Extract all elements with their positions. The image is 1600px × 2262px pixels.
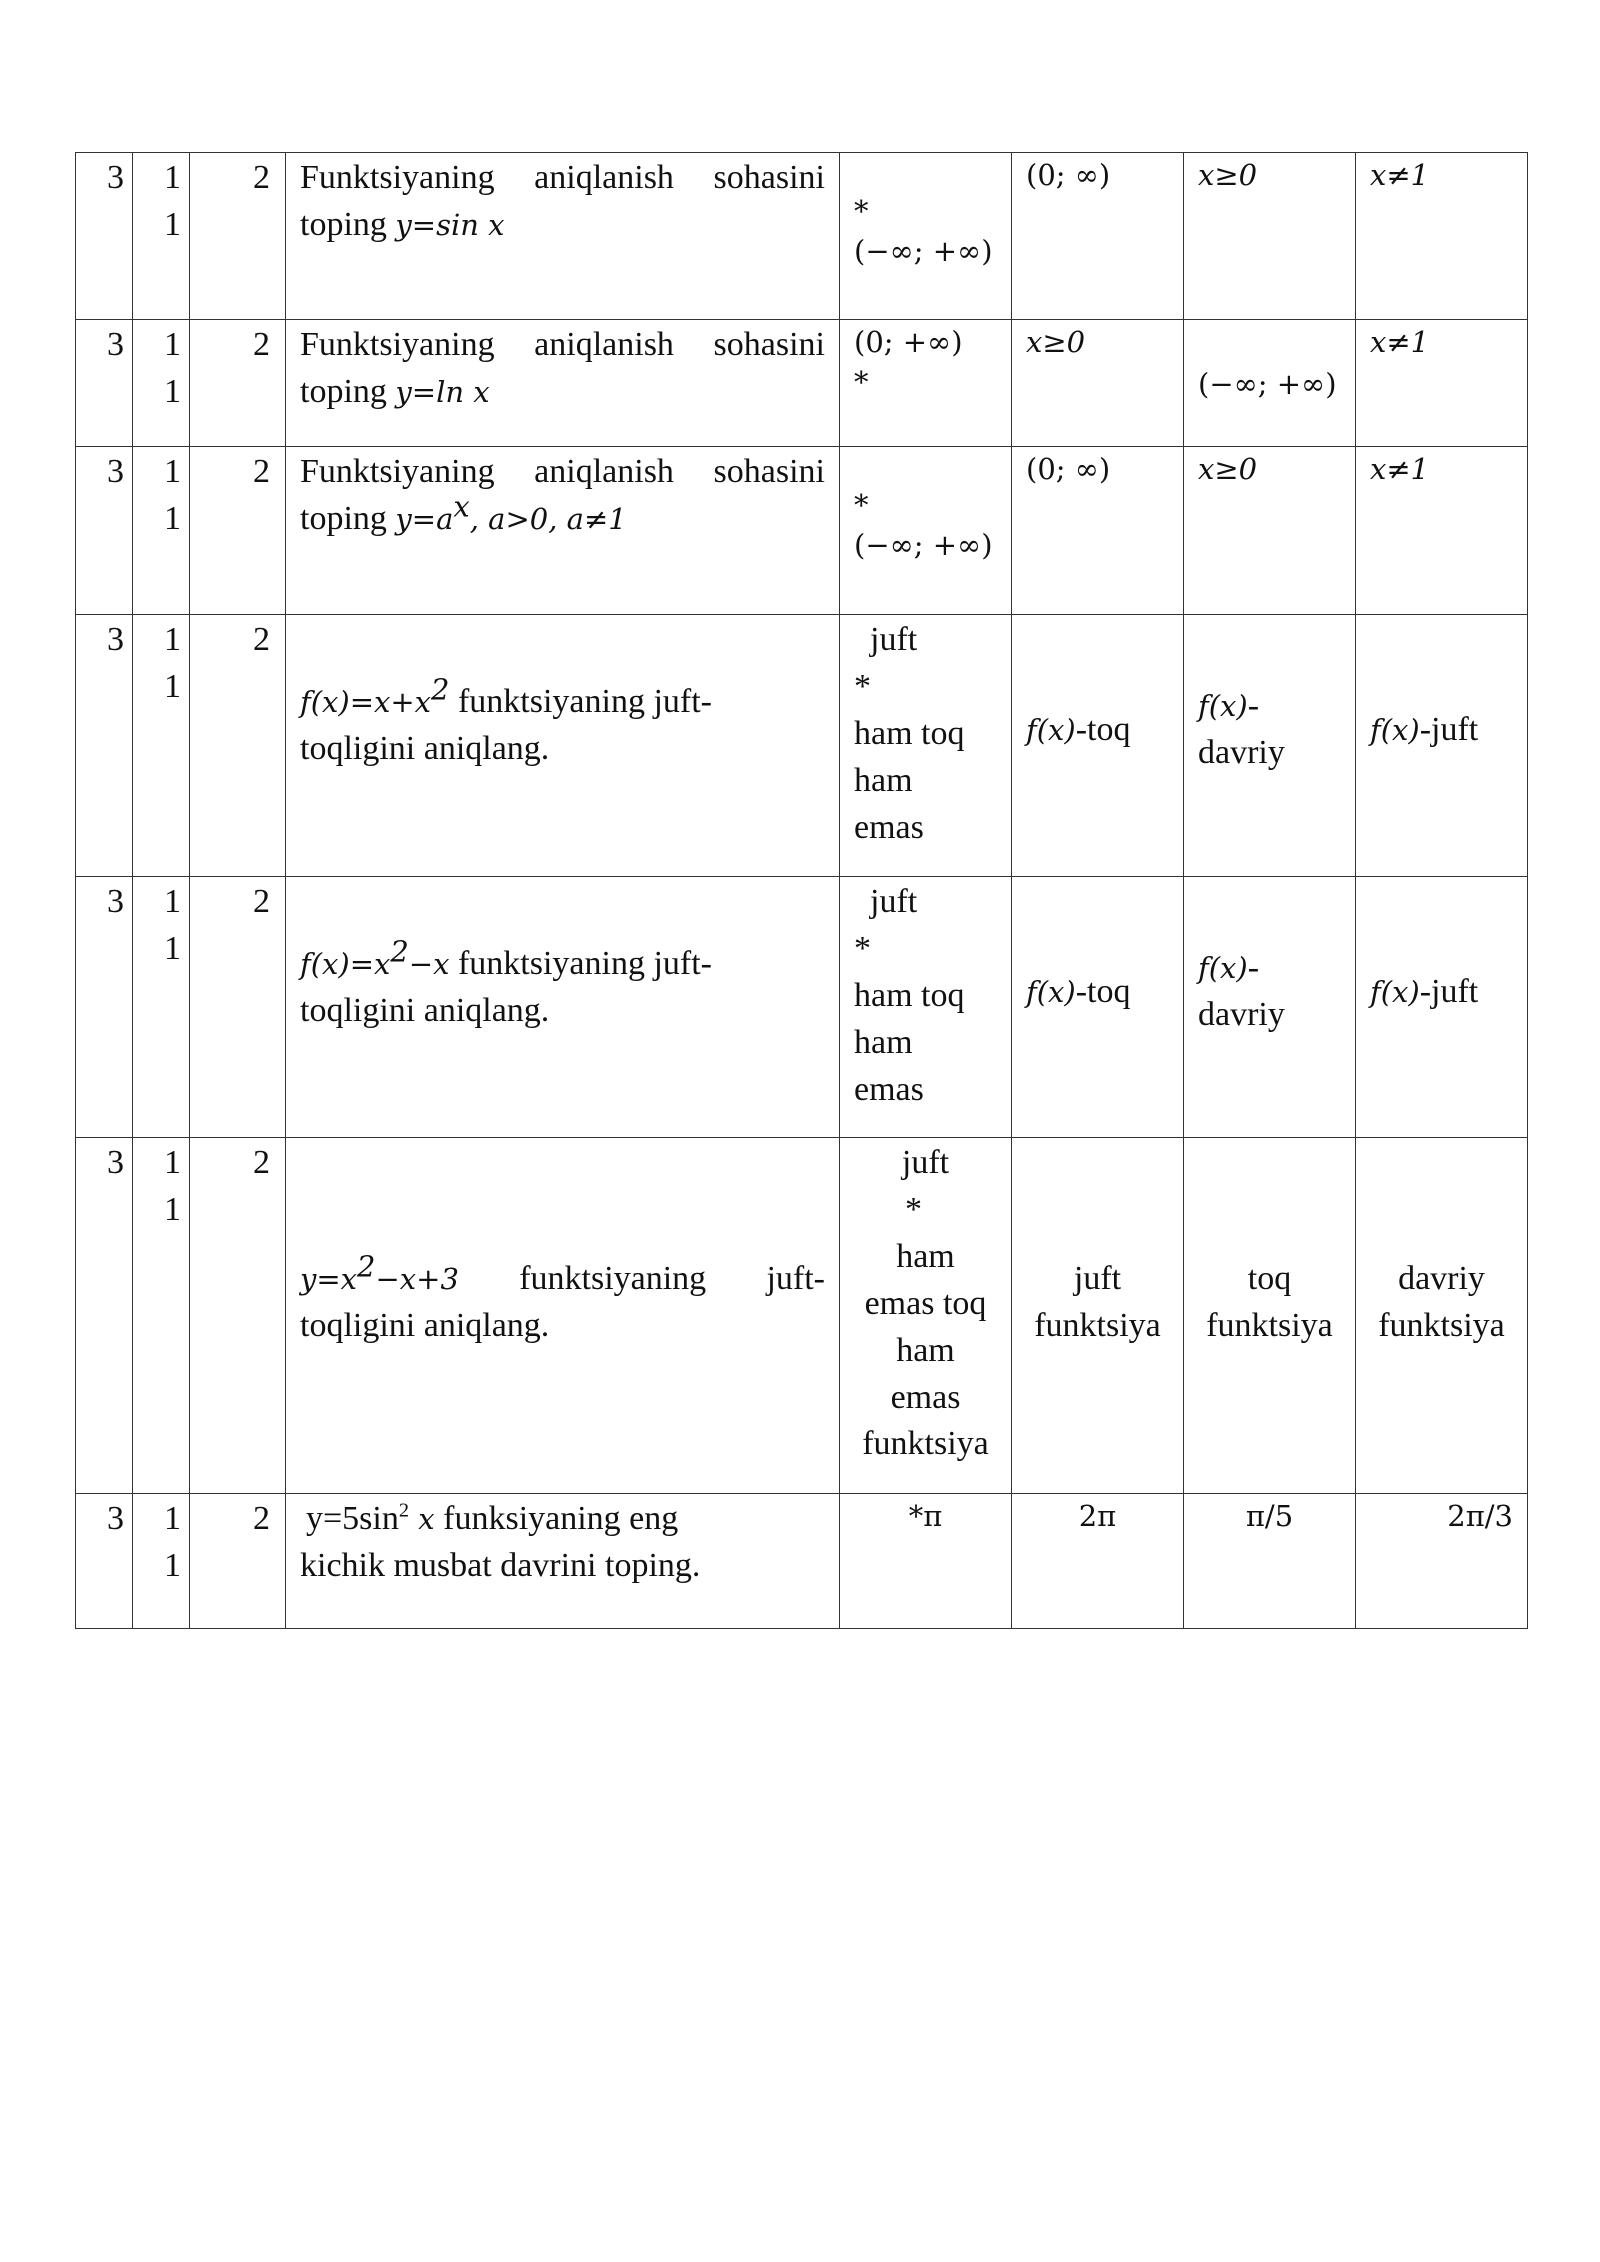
- answer-option-1: juft * ham toq ham emas: [840, 877, 1012, 1138]
- question-cell: $y=5\sin^2$ x funksiyaning eng kichik musbat davrini toping.: [286, 1494, 840, 1629]
- answer-option-3: f(x)- davriy: [1184, 877, 1356, 1138]
- answer-option-1: * (−∞; +∞): [840, 153, 1012, 320]
- col-number-2: 1 1: [133, 153, 190, 320]
- col-number-1: 3: [76, 615, 133, 877]
- col-number-1: 3: [76, 320, 133, 447]
- answer-option-3: π/5: [1184, 1494, 1356, 1629]
- col-number-1: 3: [76, 1138, 133, 1494]
- answer-option-2: f(x)-toq: [1012, 877, 1184, 1138]
- table-row: [76, 877, 1528, 1138]
- col-number-1: 3: [76, 447, 133, 615]
- answer-option-4: x≠1: [1356, 153, 1528, 320]
- col-number-3: 2: [190, 615, 286, 877]
- answer-option-3: (−∞; +∞): [1184, 320, 1356, 447]
- col-number-1: 3: [76, 153, 133, 320]
- answer-option-2: f(x)-toq: [1012, 615, 1184, 877]
- answer-option-3: toq funktsiya: [1184, 1138, 1356, 1494]
- col-number-1: 3: [76, 1494, 133, 1629]
- answer-option-2: x≥0: [1012, 320, 1184, 447]
- question-cell: Funktsiyaning aniqlanish sohasini toping $y=a^x$, a>0, a≠1: [286, 447, 840, 615]
- answer-option-4: davriy funktsiya: [1356, 1138, 1528, 1494]
- col-number-2: 1 1: [133, 877, 190, 1138]
- test-questions-table: [75, 152, 1528, 1629]
- col-number-2: 1 1: [133, 1494, 190, 1629]
- question-cell: Funktsiyaning aniqlanish sohasini toping y=ln x: [286, 320, 840, 447]
- answer-option-1: * (−∞; +∞): [840, 447, 1012, 615]
- col-number-3: 2: [190, 447, 286, 615]
- col-number-2: 1 1: [133, 1138, 190, 1494]
- answer-option-2: (0; ∞): [1012, 447, 1184, 615]
- col-number-2: 1 1: [133, 320, 190, 447]
- answer-option-2: 2π: [1012, 1494, 1184, 1629]
- table-row: [76, 1494, 1528, 1629]
- question-cell: Funktsiyaning aniqlanish sohasini toping y=sin x: [286, 153, 840, 320]
- col-number-3: 2: [190, 153, 286, 320]
- col-number-1: 3: [76, 877, 133, 1138]
- answer-option-1: juft * ham toq ham emas: [840, 615, 1012, 877]
- table-row: [76, 153, 1528, 320]
- table-row: [76, 615, 1528, 877]
- answer-option-2: juft funktsiya: [1012, 1138, 1184, 1494]
- answer-option-3: x≥0: [1184, 153, 1356, 320]
- answer-option-3: x≥0: [1184, 447, 1356, 615]
- col-number-3: 2: [190, 877, 286, 1138]
- question-cell: $f(x)=x^2-x$ funktsiyaning juft- toqligini aniqlang.: [286, 877, 840, 1138]
- answer-option-3: f(x)- davriy: [1184, 615, 1356, 877]
- table-row: [76, 320, 1528, 447]
- col-number-3: 2: [190, 1138, 286, 1494]
- answer-option-4: f(x)-juft: [1356, 615, 1528, 877]
- answer-option-1: *π: [840, 1494, 1012, 1629]
- table-row: [76, 447, 1528, 615]
- answer-option-4: f(x)-juft: [1356, 877, 1528, 1138]
- col-number-3: 2: [190, 320, 286, 447]
- question-cell: $f(x)=x+x^2$ funktsiyaning juft- toqligini aniqlang.: [286, 615, 840, 877]
- answer-option-4: 2π/3: [1356, 1494, 1528, 1629]
- question-cell: $y=x^2-x+3$ funktsiyaning juft- toqligini aniqlang.: [286, 1138, 840, 1494]
- answer-option-4: x≠1: [1356, 320, 1528, 447]
- col-number-2: 1 1: [133, 615, 190, 877]
- answer-option-4: x≠1: [1356, 447, 1528, 615]
- col-number-3: 2: [190, 1494, 286, 1629]
- answer-option-1: juft * ham emas toq ham emas funktsiya: [840, 1138, 1012, 1494]
- answer-option-2: (0; ∞): [1012, 153, 1184, 320]
- col-number-2: 1 1: [133, 447, 190, 615]
- answer-option-1: (0; +∞) *: [840, 320, 1012, 447]
- table-row: [76, 1138, 1528, 1494]
